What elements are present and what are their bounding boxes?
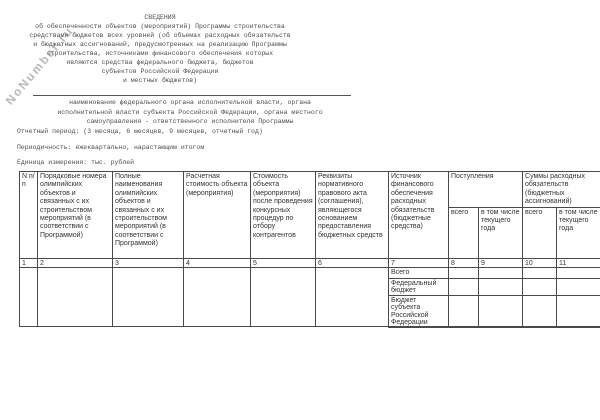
col-header-receipts-current-year: в том числе текущего года xyxy=(479,207,523,258)
empty-cell xyxy=(38,268,113,327)
column-number: 10 xyxy=(523,258,557,268)
report-period-line: Отчетный период: (3 месяца, 6 месяцев, 9 месяцев, отчетный год) xyxy=(17,128,263,135)
budget-table-container xyxy=(19,171,600,329)
col-header-contract-cost: Стоимость объекта (мероприятия) после проведения конкурсных процедур по отбору контрагентов xyxy=(251,172,316,259)
responsible-org-caption xyxy=(25,98,355,127)
empty-cell xyxy=(184,268,251,327)
title-line: являются средства федерального бюджета, бюджетов xyxy=(66,59,254,66)
funding-source-label: Бюджет субъекта Российской Федерации xyxy=(389,296,449,327)
col-header-object-names: Полные наименования олимпийских объектов и связанных с их строительством мероприятий (в соответствии с Программой) xyxy=(113,172,184,259)
column-number: 4 xyxy=(184,258,251,268)
col-group-receipts: Поступления xyxy=(449,172,523,208)
empty-cell xyxy=(449,296,479,327)
empty-cell xyxy=(449,268,479,279)
budget-table xyxy=(19,171,600,328)
empty-cell xyxy=(479,279,523,296)
title-line: и бюджетных ассигнований, предусмотренных на реализацию Программы xyxy=(33,41,287,48)
periodicity-line: Периодичность: ежеквартально, нарастающим итогом xyxy=(17,144,205,151)
col-header-num: N п/п xyxy=(20,172,38,259)
header-row-groups xyxy=(20,172,600,208)
col-header-sums-total: всего xyxy=(523,207,557,258)
empty-cell xyxy=(557,279,600,296)
title-line: СВЕДЕНИЯ xyxy=(144,14,176,21)
org-caption-line: наименование федерального органа исполнительной власти, органа xyxy=(69,99,311,106)
empty-cell xyxy=(316,268,389,327)
col-header-funding-source: Источник финансового обеспечения расходных обязательств (бюджетные средства) xyxy=(389,172,449,259)
empty-cell xyxy=(557,268,600,279)
signature-rule xyxy=(33,95,351,96)
funding-source-label: Федеральный бюджет xyxy=(389,279,449,296)
org-caption-line: исполнительной власти субъекта Российской Федерации, органа местного xyxy=(57,108,323,116)
column-number: 6 xyxy=(316,258,389,268)
column-number: 1 xyxy=(20,258,38,268)
col-header-legal-act: Реквизиты нормативного правового акта (соглашения), являющегося основанием предоставления бюджетных средств xyxy=(316,172,389,259)
empty-cell xyxy=(523,268,557,279)
empty-cell xyxy=(113,268,184,327)
empty-cell xyxy=(449,279,479,296)
document-title xyxy=(10,13,310,85)
title-line: субъектов Российской Федерации xyxy=(101,68,219,75)
column-number: 9 xyxy=(479,258,523,268)
org-caption-line: самоуправления - ответственного исполнителя Программы xyxy=(86,118,294,125)
title-line: об обеспеченности объектов (мероприятий) Программы строительства xyxy=(35,23,285,30)
column-number: 5 xyxy=(251,258,316,268)
empty-cell xyxy=(557,296,600,327)
empty-cell xyxy=(20,268,38,327)
column-number: 3 xyxy=(113,258,184,268)
col-header-seq-numbers: Порядковые номера олимпийских объектов и связанных с их строительством мероприятий (в соответствии с Программой) xyxy=(38,172,113,259)
title-line: и местных бюджетов) xyxy=(122,77,198,84)
empty-cell xyxy=(479,296,523,327)
empty-cell xyxy=(523,296,557,327)
col-header-receipts-total: всего xyxy=(449,207,479,258)
empty-cell xyxy=(479,268,523,279)
title-line: средствами бюджетов всех уровней (об объемах расходных обязательств xyxy=(29,32,291,39)
column-number-row xyxy=(20,258,600,268)
col-header-calc-cost: Расчетная стоимость объекта (мероприятия) xyxy=(184,172,251,259)
empty-cell xyxy=(523,279,557,296)
watermark-text: NoNumber.ru xyxy=(2,23,77,108)
column-number: 2 xyxy=(38,258,113,268)
col-header-sums-current-year: в том числе текущего года xyxy=(557,207,600,258)
unit-line: Единица измерения: тыс. рублей xyxy=(17,159,135,166)
column-number: 11 xyxy=(557,258,600,268)
column-number: 7 xyxy=(389,258,449,268)
col-group-obligation-sums: Суммы расходных обязательств (бюджетных ассигнований) xyxy=(523,172,600,208)
column-number: 8 xyxy=(449,258,479,268)
table-row-total xyxy=(20,268,600,279)
title-line: строительства, источниками финансового обеспечения которых xyxy=(46,50,274,57)
empty-cell xyxy=(251,268,316,327)
funding-source-label: Всего xyxy=(389,268,449,279)
